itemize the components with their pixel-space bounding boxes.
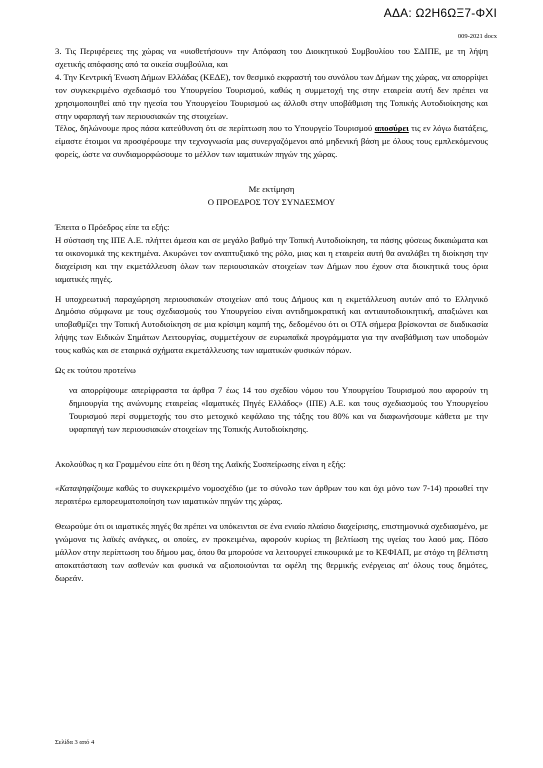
- closing-statement: [55, 122, 488, 161]
- condemn-italic: «Καταψηφίζουμε: [55, 483, 114, 494]
- document-body: [55, 45, 488, 585]
- withdraw-emphasis: αποσύρει: [374, 123, 409, 134]
- signatory-line: Ο ΠΡΟΕΔΡΟΣ ΤΟΥ ΣΥΝΔΕΣΜΟΥ: [207, 197, 336, 208]
- proposal-text: να απορρίψουμε απερίφραστα τα άρθρα 7 έως 14 του σχεδίου νόμου του Υπουργείου Τουρισμού που αφορούν τη δημιουργία της ανώνυμης εταιρείας «Ιαματικές Πηγές Ελλάδος» (ΙΠΕ) Α.Ε. και τους σχεδιασμούς του Υπουργείου Τουρισμού περί συμμετοχής του στο μετοχικό κεφάλαιο της τάξης του 80% και να διαφωνήσουμε κάθετα με την υφαρπαγή των περιουσιακών στοιχείων της Τοπικής Αυτοδιοίκησης.: [69, 384, 488, 434]
- page-number: Σελίδα 3 από 4: [55, 739, 95, 746]
- closing-text-end: τις εν λόγω διατάξεις, είμαστε έτοιμοι να προσφέρουμε την τεχνογνωσία μας συνεργαζόμενοι από μηδενική βάση με όλους τους εμπλεκόμενους φορείς, ώστε να συνδιαμορφώσουμε το μέλλον των ιαματικών πηγών της χώρας.: [55, 123, 488, 160]
- item-4: 4. Την Κεντρική Ένωση Δήμων Ελλάδας (ΚΕΔΕ), τον θεσμικό εκφραστή του συνόλου των Δήμων της χώρας, να απορρίψει τον συγκεκριμένο σχεδιασμό του Υπουργείου Τουρισμού, καθώς η συμμετοχή της στην εταιρεία αυτή δεν πρέπει να χρησιμοποιηθεί από την ηγεσία του Υπουργείου Τουρισμού ως άλλοθι στην υποβάθμιση της Τοπικής Αυτοδιοίκησης και στην υφαρπαγή των περιουσιακών της στοιχείων.: [55, 71, 488, 121]
- president-said-line: Έπειτα ο Πρόεδρος είπε τα εξής:: [55, 221, 170, 232]
- closing-text-start: Τέλος, δηλώνουμε προς πάσα κατεύθυνση ότι σε περίπτωση που το Υπουργείο Τουρισμού: [55, 123, 375, 134]
- regards-line: Με εκτίμηση: [248, 184, 295, 195]
- paragraph-1: Η σύσταση της ΙΠΕ Α.Ε. πλήττει άμεσα και σε μεγάλο βαθμό την Τοπική Αυτοδιοίκηση, τα πάσης φύσεως δικαιώματα και τα οικονομικά της κεκτημένα. Ακυρώνει τον αναπτυξιακό της ρόλο, μιας και η εταιρεία αυτή θα αναλάβει τη διοίκηση την διαχείριση και την εκμετάλλευση όλων των περιουσιακών στοιχείων των Δήμων που έχουν στα διοικητικά τους όρια ιαματικές πηγές.: [55, 234, 488, 284]
- proposal-intro: Ως εκ τούτου προτείνω: [55, 365, 136, 376]
- item-3: 3. Τις Περιφέρειες της χώρας να «υιοθετήσουν» την Απόφαση του Διοικητικού Συμβουλίου του ΣΔΙΠΕ, με τη λήψη σχετικής απόφασης από τα οικεία συμβούλια, και: [55, 46, 488, 69]
- condemn-rest: καθώς το συγκεκριμένο νομοσχέδιο (με το σύνολο των άρθρων του και όχι μόνο των 7-14) προωθεί την περαιτέρω εμπορευματοποίηση των ιαματικών πηγών της χώρας.: [55, 483, 488, 507]
- grammenou-said-line: Ακολούθως η κα Γραμμένου είπε ότι η θέση της Λαϊκής Συσπείρωσης είναι η εξής:: [55, 458, 346, 469]
- document-reference: 009-2021 docx: [457, 33, 497, 40]
- paragraph-2: Η υποχρεωτική παραχώρηση περιουσιακών στοιχείων από τους Δήμους και η εκμετάλλευση αυτών από το Ελληνικό Δημόσιο σύμφωνα με τους σχεδιασμούς του Υπουργείου είναι αντιδημοκρατική και αντιαυτοδιοικητική, απαξιώνει και υποβαθμίζει την Τοπική Αυτοδιοίκηση σε μια κρίσιμη καμπή της, δεδομένου ότι οι ΟΤΑ σήμερα βρίσκονται σε διαδικασία λήψης των Ειδικών Σημάτων Λειτουργίας, συμμετέχουν σε ευρωπαϊκά προγράμματα για την αναβάθμιση των υποδομών τους καθώς και σε εταιρικά σχήματα εκμετάλλευσης των ιαματικών φυσικών πόρων.: [55, 293, 488, 356]
- condemnation-paragraph: [55, 482, 488, 508]
- ada-code: ΑΔΑ: Ω2Η6ΩΞ7-ΦΧΙ: [383, 6, 497, 20]
- last-paragraph: Θεωρούμε ότι οι ιαματικές πηγές θα πρέπει να υπόκεινται σε ένα ενιαίο πλαίσιο διαχείρισης, επιστημονικά σχεδιασμένο, με γνώμονα τις λαϊκές ανάγκες, οι οποίες, εν προκειμένω, αφορούν κυρίως τη βελτίωση της υγείας του λαού μας. Πόσο μάλλον στην περίπτωση του δήμου μας, όπου θα μπορούσε να λειτουργεί επικουρικά με το ΚΕΦΙΑΠ, με στόχο τη βέλτιστη αποκατάσταση των ασθενών και φυσικά να αξιοποιούνται τα οφέλη της θερμικής ενέργειας απ' όλους τους δημότες, δωρεάν.: [55, 521, 488, 583]
